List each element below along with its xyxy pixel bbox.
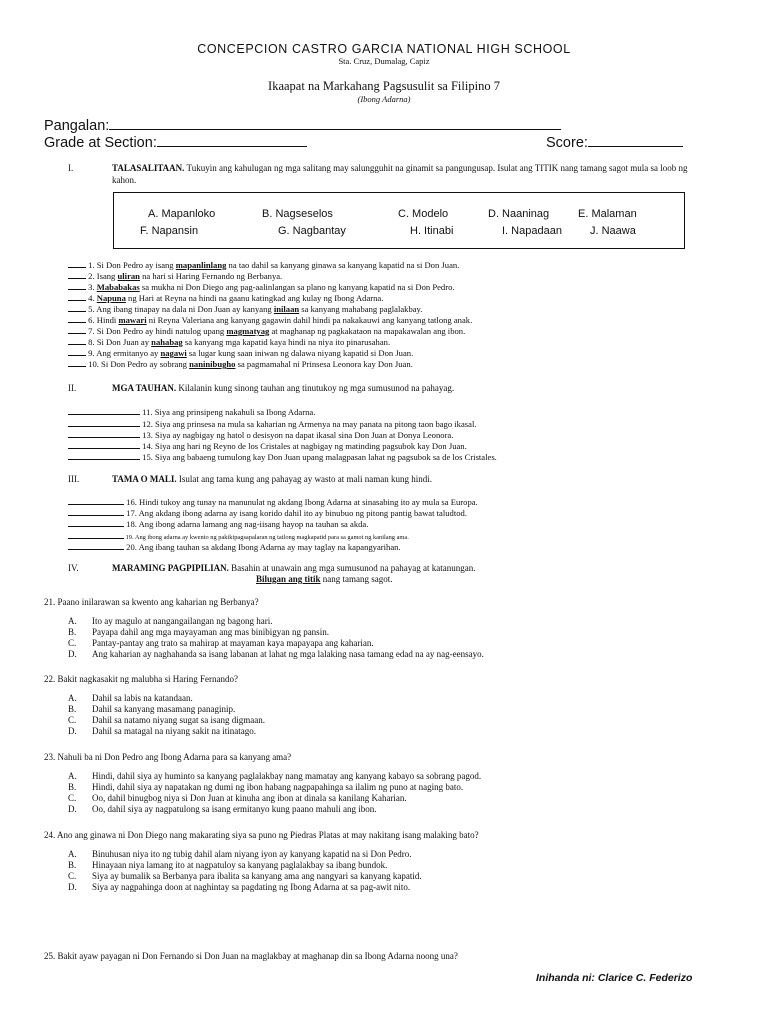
exam-subtitle: (Ibong Adarna) [357,94,411,104]
option-text: Oo, dahil binugbog niya si Don Juan at kinuha ang ibon at dinala sa kanilang Kaharian. [92,793,407,803]
answer-option[interactable] [68,771,708,782]
item-text: sa kanyang mahabang paglalakbay. [299,304,423,314]
vocab-item [68,281,455,292]
grade-section-blank[interactable] [157,134,307,147]
item-text: ni Reyna Valeriana ang kanyang gagawin dahil hindi pa nakakauwi ang kanyang tatlong anak. [146,315,473,325]
answer-blank[interactable] [68,406,140,415]
choice-i: I. Napadaan [502,225,562,237]
choice-d: D. Naaninag [488,208,550,220]
option-letter: C. [68,715,77,725]
keyword: inilaan [273,304,300,314]
keyword: Napuna [96,293,126,303]
name-field[interactable] [44,117,561,134]
choice-g: G. Nagbantay [278,225,346,237]
true-false-item [68,541,401,552]
item-text: 19. Ang ibong adarna ay kwento ng pakikipagsapalaran ng tatlong magkapatid para sa gamot ng kanilang ama. [124,534,409,541]
part2-heading: MGA TAUHAN. [112,383,177,393]
option-letter: B. [68,860,77,870]
item-text: 20. Ang ibang tauhan sa akdang Ibong Adarna ay may taglay na kapangyarihan. [124,542,401,552]
part4-instruction-rest: nang tamang sagot. [320,574,393,584]
vocab-item [68,259,459,270]
question-text: 23. Nahuli ba ni Don Pedro ang Ibong Adarna para sa kanyang ama? [44,752,292,762]
school-name: CONCEPCION CASTRO GARCIA NATIONAL HIGH SCHOOL [197,42,571,56]
exam-title: Ikaapat na Markahang Pagsusulit sa Filipino 7 [268,79,500,93]
question-text: 25. Bakit ayaw payagan ni Don Fernando si Don Juan na maglakbay at maghanap din sa Ibong Adarna noong una? [44,951,458,961]
answer-option[interactable] [68,627,708,638]
answer-blank[interactable] [68,507,124,516]
score-field[interactable] [546,134,683,151]
true-false-item [68,507,467,518]
answer-blank[interactable] [68,292,86,301]
answer-option[interactable] [68,638,708,649]
keyword: mapanlinlang [175,260,227,270]
part3-heading: TAMA O MALI. [112,474,177,484]
grade-section-label: Grade at Section: [44,135,157,151]
item-text: 5. Ang ibang tinapay na dala ni Don Juan ay kanyang [86,304,274,314]
item-text: 7. Si Don Pedro ay hindi natulog upang [86,326,227,336]
answer-blank[interactable] [68,358,86,367]
part1-instruction: Tukuyin ang kahulugan ng mga salitang may salungguhit na ginamit sa pangungusap. Isulat ang TITIK nang tamang sagot mula sa loob ng kahon. [112,163,688,185]
name-label: Pangalan: [44,118,110,134]
option-text: Dahil sa natamo niyang sugat sa isang digmaan. [92,715,265,725]
keyword: naninibugho [189,359,236,369]
option-text: Hindi, dahil siya ay huminto sa kanyang paglalakbay nang mamatay ang kanyang kabayo sa sobrang pagod. [92,771,482,781]
item-text: 14. Siya ang hari ng Reyno de los Cristales at nagbigay ng matinding pagsubok kay Don Juan. [140,441,467,451]
answer-blank[interactable] [68,303,86,312]
item-text: 16. Hindi tukoy ang tunay na manunulat ng akdang Ibong Adarna at sinasabing ito ay mula sa Europa. [124,497,478,507]
item-text: 10. Si Don Pedro ay sobrang [86,359,190,369]
option-letter: B. [68,627,77,637]
part3-header [68,474,708,488]
school-address: Sta. Cruz, Dumalag, Capiz [338,56,430,66]
answer-blank[interactable] [68,541,124,550]
answer-option[interactable] [68,693,708,704]
part4-numeral: IV. [68,563,79,573]
option-letter: B. [68,782,77,792]
answer-option[interactable] [68,793,708,804]
option-letter: A. [68,849,77,859]
item-text: 2. Isang [86,271,118,281]
answer-option[interactable] [68,726,708,737]
option-text: Oo, dahil siya ay nagpatulong sa isang ermitanyo kung paano mahuli ang ibon. [92,804,377,814]
answer-option[interactable] [68,782,708,793]
answer-blank[interactable] [68,429,140,438]
option-letter: D. [68,649,77,659]
answer-blank[interactable] [68,314,86,323]
character-item [68,451,497,462]
choice-j: J. Naawa [590,225,636,237]
option-text: Hinayaan niya lamang ito at nagpatuloy sa kanyang paglalakbay sa ibang bundok. [92,860,388,870]
character-item [68,406,315,417]
option-text: Binuhusan niya ito ng tubig dahil alam niyang iyon ay kanyang kapatid na si Don Pedro. [92,849,412,859]
vocab-item [68,303,422,314]
vocab-item [68,336,390,347]
choice-b: B. Nagseselos [262,208,333,220]
keyword: nahabag [151,337,183,347]
answer-blank[interactable] [68,281,86,290]
grade-section-field[interactable] [44,134,307,151]
option-text: Payapa dahil ang mga mayayaman ang mas binibigyan ng pansin. [92,627,329,637]
option-text: Ang kaharian ay naghahanda sa isang labanan at lahat ng mga lalaking nasa tamang edad na ay nag-eensayo. [92,649,484,659]
answer-blank[interactable] [68,496,124,505]
item-text: na hari si Haring Fernando ng Berbanya. [139,271,283,281]
choice-e: E. Malaman [578,208,637,220]
part4-instruction-bold: Bilugan ang titik [256,574,321,584]
option-letter: C. [68,871,77,881]
item-text: 18. Ang ibong adarna lamang ang nag-iisang hayop na tauhan sa akda. [124,519,369,529]
option-letter: A. [68,693,77,703]
vocab-item [68,325,465,336]
part4-header [68,563,708,589]
option-letter: C. [68,638,77,648]
answer-blank[interactable] [68,440,140,449]
part4-heading: MARAMING PAGPIPILIAN. [112,563,229,573]
keyword: nagawi [160,348,187,358]
part2-header [68,383,708,397]
item-text: 12. Siya ang prinsesa na mula sa kaharian ng Armenya na may panata na pitong taon bago ikasal. [140,419,477,429]
question-text: 22. Bakit nagkasakit ng malubha si Haring Fernando? [44,674,238,684]
prepared-by: Inihanda ni: Clarice C. Federizo [536,972,693,984]
option-letter: A. [68,771,77,781]
option-text: Dahil sa kanyang masamang panaginip. [92,704,236,714]
answer-blank[interactable] [68,259,86,268]
item-text: 8. Si Don Juan ay [86,337,152,347]
keyword: Mababakas [96,282,140,292]
answer-option[interactable] [68,860,708,871]
choices-box [113,192,685,249]
part3-numeral: III. [68,474,80,484]
answer-option[interactable] [68,616,708,627]
item-text: 3. [86,282,97,292]
item-text: sa pagmamahal ni Prinsesa Leonora kay Don Juan. [235,359,413,369]
score-blank[interactable] [588,134,683,147]
answer-option[interactable] [68,882,708,893]
answer-blank[interactable] [68,347,86,356]
vocab-item [68,358,413,369]
answer-blank[interactable] [68,530,124,539]
keyword: uliran [117,271,140,281]
vocab-item [68,314,472,325]
option-text: Pantay-pantay ang trato sa mahirap at mayaman kaya mapayapa ang kaharian. [92,638,374,648]
item-text: 6. Hindi [86,315,119,325]
item-text: 15. Siya ang babaeng tumulong kay Don Juan upang malagpasan lahat ng pagsubok sa de los Cristales. [140,452,497,462]
answer-option[interactable] [68,804,708,815]
question-text: 21. Paano inilarawan sa kwento ang kaharian ng Berbanya? [44,597,259,607]
part1-heading: TALASALITAAN. [112,163,185,173]
part2-numeral: II. [68,383,77,393]
option-letter: D. [68,726,77,736]
choice-f: F. Napansin [140,225,199,237]
item-text: na tao dahil sa kanyang ginawa sa kanyang kapatid na si Don Juan. [226,260,460,270]
answer-blank[interactable] [68,325,86,334]
character-item [68,440,467,451]
item-text: sa lugar kung saan iniwan ng dalawa niyang kapatid si Don Juan. [186,348,414,358]
score-label: Score: [546,135,588,151]
option-text: Ito ay magulo at nangangailangan ng bagong hari. [92,616,273,626]
vocab-item [68,347,413,358]
true-false-item [68,518,368,529]
option-letter: B. [68,704,77,714]
true-false-item [68,496,478,507]
keyword: magmatyag [226,326,270,336]
answer-option[interactable] [68,704,708,715]
answer-option[interactable] [68,715,708,726]
option-text: Siya ay nagpahinga doon at naghintay sa pagdating ng Ibong Adarna at sa pag-awit nito. [92,882,411,892]
answer-blank[interactable] [68,518,124,527]
item-text: ng Hari at Reyna na hindi na gaanu katingkad ang kulay ng Ibong Adarna. [125,293,384,303]
item-text: 4. [86,293,97,303]
vocab-item [68,292,383,303]
part3-instruction: Isulat ang tama kung ang pahayag ay wasto at mali naman kung hindi. [178,474,433,484]
part4-instruction-line2 [256,574,393,586]
answer-blank[interactable] [68,418,140,427]
item-text: sa mukha ni Don Diego ang pag-aalinlangan sa plano ng kanyang kapatid na si Don Pedro. [139,282,455,292]
choice-a: A. Mapanloko [148,208,216,220]
question-text: 24. Ano ang ginawa ni Don Diego nang makarating siya sa puno ng Piedras Platas at may nakitang isang malaking bato? [44,830,479,840]
answer-blank[interactable] [68,336,86,345]
part1-header [68,163,708,191]
item-text: 17. Ang akdang ibong adarna ay isang korido dahil ito ay binubuo ng pitong pantig bawat taludtod. [124,508,467,518]
answer-option[interactable] [68,849,708,860]
option-text: Dahil sa matagal na niyang sakit na itinatago. [92,726,256,736]
item-text: 11. Siya ang prinsipeng nakahuli sa Ibong Adarna. [140,407,316,417]
option-text: Dahil sa labis na katandaan. [92,693,193,703]
item-text: sa kanyang mga kapatid kaya hindi na niya ito pinarusahan. [182,337,391,347]
option-text: Siya ay bumalik sa Berbanya para ibalita sa kanyang ama ang nangyari sa kanyang kapatid. [92,871,422,881]
answer-blank[interactable] [68,451,140,460]
answer-blank[interactable] [68,270,86,279]
character-item [68,429,453,440]
option-letter: A. [68,616,77,626]
choice-h: H. Itinabi [410,225,454,237]
item-text: 1. Si Don Pedro ay isang [86,260,176,270]
option-letter: C. [68,793,77,803]
item-text: 9. Ang ermitanyo ay [86,348,161,358]
option-letter: D. [68,804,77,814]
item-text: at maghanap ng pagkakataon na mapakawalan ang ibon. [269,326,466,336]
keyword: mawari [118,315,147,325]
option-text: Hindi, dahil siya ay napatakan ng dumi ng ibon habang nagpapahinga sa ilalim ng puno at naging bato. [92,782,464,792]
answer-option[interactable] [68,871,708,882]
name-blank[interactable] [109,117,561,130]
option-letter: D. [68,882,77,892]
choice-c: C. Modelo [398,208,449,220]
vocab-item [68,270,282,281]
character-item [68,418,477,429]
part4-instruction: Basahin at unawain ang mga sumusunod na pahayag at katanungan. [231,563,476,573]
part2-instruction: Kilalanin kung sinong tauhan ang tinutukoy ng mga sumusunod na pahayag. [178,383,455,393]
answer-option[interactable] [68,649,708,660]
part1-numeral: I. [68,163,74,173]
item-text: 13. Siya ay nagbigay ng hatol o desisyon na dapat ikasal sina Don Juan at Donya Leonora. [140,430,454,440]
